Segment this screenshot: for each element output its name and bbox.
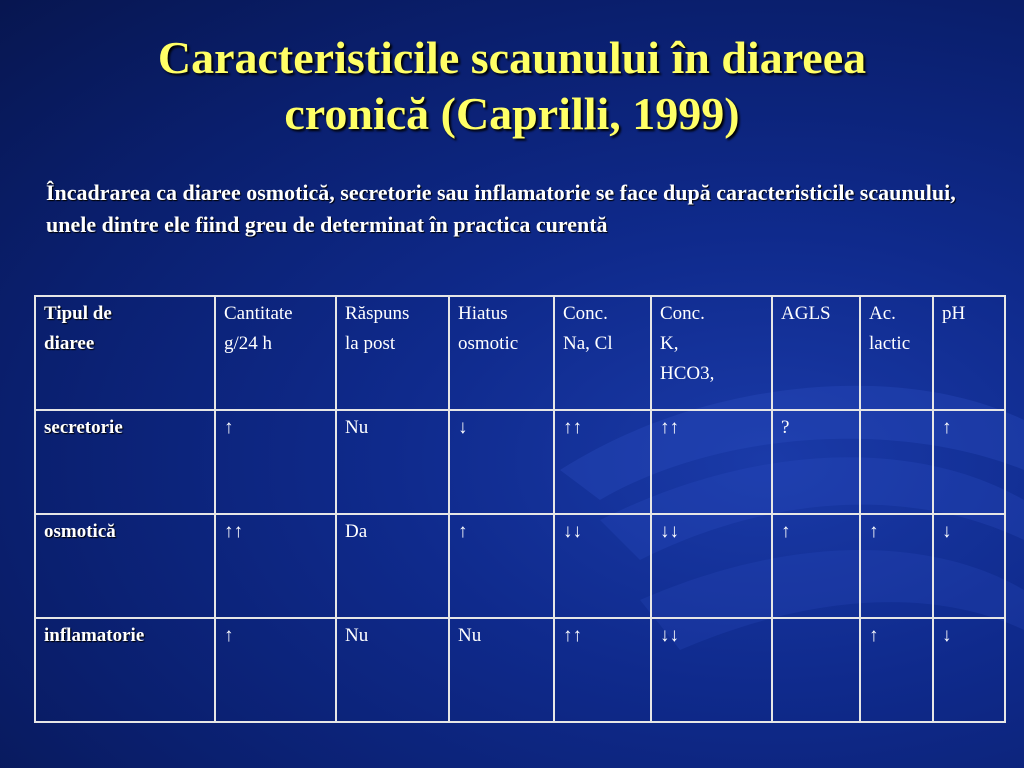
row-label: osmotică — [35, 514, 215, 618]
title-line-2: cronică (Caprilli, 1999) — [284, 88, 740, 139]
table-cell: ↑↑ — [651, 410, 772, 514]
table-cell: ↑↑ — [554, 618, 651, 722]
header-hiatus-osmotic: Hiatus osmotic — [449, 296, 554, 410]
header-ac-lactic: Ac. lactic — [860, 296, 933, 410]
table-cell: ↓↓ — [651, 618, 772, 722]
header-raspuns-la-post: Răspuns la post — [336, 296, 449, 410]
table-cell: ? — [772, 410, 860, 514]
row-label: inflamatorie — [35, 618, 215, 722]
header-tipul-de-diaree: Tipul de diaree — [35, 296, 215, 410]
table-row-osmotica — [35, 514, 1005, 618]
table-cell: Nu — [449, 618, 554, 722]
stool-characteristics-table — [34, 295, 1006, 723]
table-cell — [772, 618, 860, 722]
header-ph: pH — [933, 296, 1005, 410]
header-conc-na-cl: Conc. Na, Cl — [554, 296, 651, 410]
table-cell: ↓↓ — [554, 514, 651, 618]
table-cell: ↓↓ — [651, 514, 772, 618]
table-cell: Nu — [336, 410, 449, 514]
slide-subtitle: Încadrarea ca diaree osmotică, secretorie sau inflamatorie se face după caracteristicile scaunului, unele dintre ele fiind greu de determinat în practica curentă — [46, 180, 956, 237]
table-cell: ↑ — [860, 618, 933, 722]
table-cell: ↑ — [449, 514, 554, 618]
table-cell: ↑↑ — [215, 514, 336, 618]
table-cell: ↑ — [215, 410, 336, 514]
table-cell: ↑ — [860, 514, 933, 618]
table-row-inflamatorie — [35, 618, 1005, 722]
table-cell: ↑ — [772, 514, 860, 618]
table-cell: ↑ — [933, 410, 1005, 514]
table-cell: Nu — [336, 618, 449, 722]
table-header-row — [35, 296, 1005, 410]
row-label: secretorie — [35, 410, 215, 514]
header-cantitate: Cantitate g/24 h — [215, 296, 336, 410]
table-cell: ↓ — [933, 618, 1005, 722]
table-cell — [860, 410, 933, 514]
table-cell: ↓ — [933, 514, 1005, 618]
slide-title — [0, 30, 1024, 142]
table-row-secretorie — [35, 410, 1005, 514]
table-cell: ↑↑ — [554, 410, 651, 514]
header-conc-k-hco3: Conc. K, HCO3, — [651, 296, 772, 410]
header-agls: AGLS — [772, 296, 860, 410]
table-cell: Da — [336, 514, 449, 618]
title-line-1: Caracteristicile scaunului în diareea — [157, 32, 867, 83]
table-cell: ↓ — [449, 410, 554, 514]
table-cell: ↑ — [215, 618, 336, 722]
